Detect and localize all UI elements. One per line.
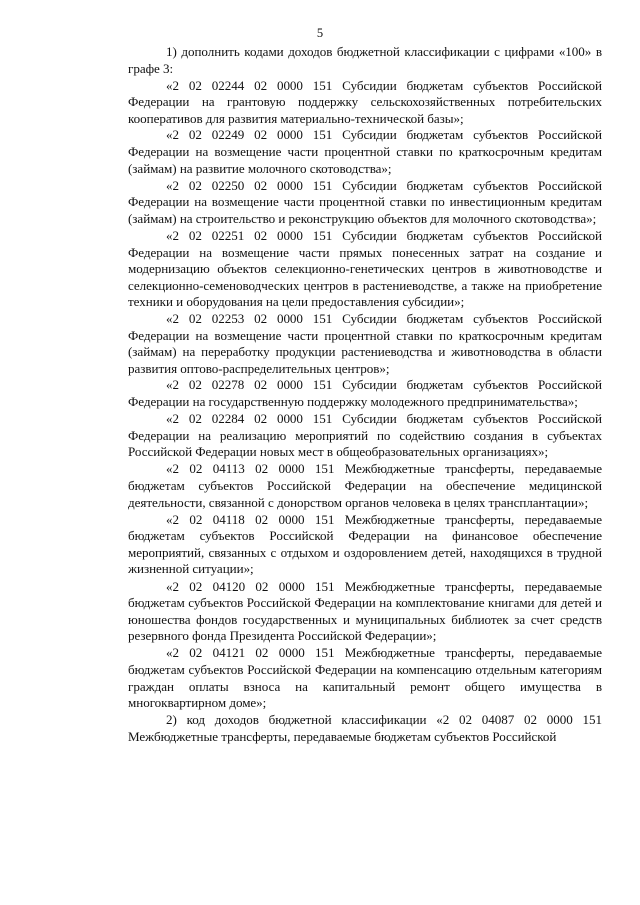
paragraph-code-04118: «2 02 04118 02 0000 151 Межбюджетные трансферты, передаваемые бюджетам субъектов Российской Федерации на финансовое обеспечение мероприятий, связанных с отдыхом и оздоровлением детей, находящихся в трудной жизненной ситуации»; xyxy=(128,511,602,577)
paragraph-code-02250: «2 02 02250 02 0000 151 Субсидии бюджетам субъектов Российской Федерации на возмещение части процентной ставки по инвестиционным кредитам (займам) на строительство и реконструкцию объектов для молочного скотоводства»; xyxy=(128,177,602,226)
paragraph-code-04087: 2) код доходов бюджетной классификации «2 02 04087 02 0000 151 Межбюджетные трансферты, передаваемые бюджетам субъектов Российской xyxy=(128,712,602,744)
paragraph-code-02249: «2 02 02249 02 0000 151 Субсидии бюджетам субъектов Российской Федерации на возмещение части процентной ставки по краткосрочным кредитам (займам) на развитие молочного скотоводства»; xyxy=(128,127,602,176)
paragraph-code-02278: «2 02 02278 02 0000 151 Субсидии бюджетам субъектов Российской Федерации на государственную поддержку молодежного предпринимательства»; xyxy=(128,377,602,409)
paragraph-code-04120: «2 02 04120 02 0000 151 Межбюджетные трансферты, передаваемые бюджетам субъектов Российской Федерации на комплектование книгами для детей и юношества фондов государственных и муниципальных библиотек за счет средств резервного фонда Президента Российской Федерации»; xyxy=(128,578,602,644)
paragraph-code-02253: «2 02 02253 02 0000 151 Субсидии бюджетам субъектов Российской Федерации на возмещение части процентной ставки по краткосрочным кредитам (займам) на переработку продукции растениеводства и животноводства в области развития оптово-распределительных центров»; xyxy=(128,311,602,376)
paragraph-code-02284: «2 02 02284 02 0000 151 Субсидии бюджетам субъектов Российской Федерации на реализацию мероприятий по содействию создания в субъектах Российской Федерации новых мест в общеобразовательных организациях»; xyxy=(128,411,602,460)
paragraph-amendment-intro: 1) дополнить кодами доходов бюджетной классификации с цифрами «100» в графе 3: xyxy=(128,44,602,76)
paragraph-code-04113: «2 02 04113 02 0000 151 Межбюджетные трансферты, передаваемые бюджетам субъектов Российской Федерации на обеспечение медицинской деятельности, связанной с донорством органов человека в целях трансплантации»; xyxy=(128,461,602,510)
page-number: 5 xyxy=(316,26,324,40)
paragraph-code-02251: «2 02 02251 02 0000 151 Субсидии бюджетам субъектов Российской Федерации на возмещение части прямых понесенных затрат на создание и модернизацию объектов селекционно-генетических центров в животноводстве и селекционно-семеноводческих центров в растениеводстве, а также на приобретение техники и оборудования на цели предоставления субсидии»; xyxy=(128,228,602,310)
document-body xyxy=(128,44,602,745)
paragraph-code-02244: «2 02 02244 02 0000 151 Субсидии бюджетам субъектов Российской Федерации на грантовую поддержку сельскохозяйственных потребительских кооперативов для развития материально-технической базы»; xyxy=(128,77,602,126)
paragraph-code-04121: «2 02 04121 02 0000 151 Межбюджетные трансферты, передаваемые бюджетам субъектов Российской Федерации на компенсацию отдельным категориям граждан оплаты взноса на капитальный ремонт общего имущества в многоквартирном доме»; xyxy=(128,645,602,711)
